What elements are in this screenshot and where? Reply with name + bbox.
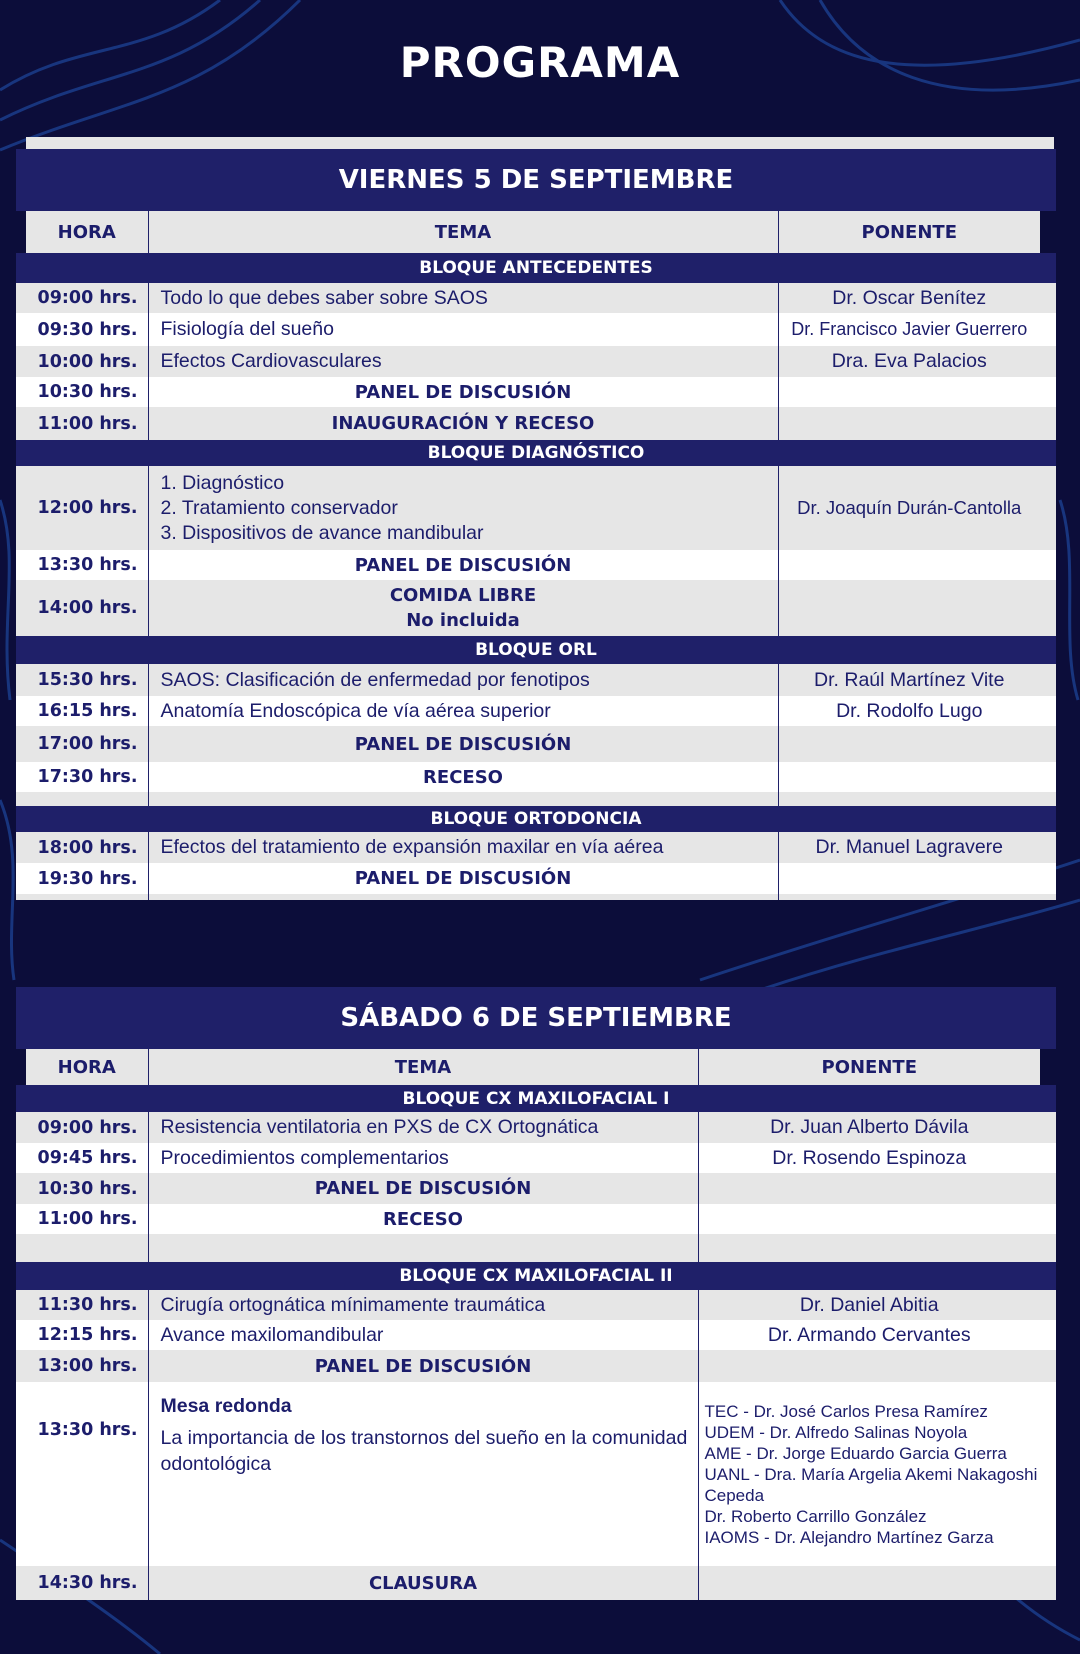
table-row: 09:00 hrs. Todo lo que debes saber sobre SAOS Dr. Oscar Benítez	[16, 283, 1056, 313]
table-row: 11:00 hrs. INAUGURACIÓN Y RECESO	[16, 407, 1056, 440]
block-heading: BLOQUE ORTODONCIA	[16, 806, 1056, 832]
divider-bar	[26, 137, 1054, 149]
day2-heading: SÁBADO 6 DE SEPTIEMBRE	[16, 987, 1056, 1049]
table-row: 12:00 hrs. 1. Diagnóstico 2. Tratamiento conservador 3. Dispositivos de avance mandibular Dr. Joaquín Durán-Cantolla	[16, 466, 1056, 550]
table-row: 13:30 hrs. Mesa redonda La importancia de los transtornos del sueño en la comunidad odontológica TEC - Dr. José Carlos Presa Ramírez UDEM - Dr. Alfredo Salinas Noyola AME - Dr. Jorge Eduardo Garcia Guerra UANL - Dra. María Argelia Akemi Nakagoshi Cepeda Dr. Roberto Carrillo González IAOMS - Dr. Alejandro Martínez Garza	[16, 1382, 1056, 1566]
day1-heading: VIERNES 5 DE SEPTIEMBRE	[16, 149, 1056, 211]
table-row: 13:00 hrs. PANEL DE DISCUSIÓN	[16, 1350, 1056, 1382]
col-ponente: PONENTE	[698, 1049, 1040, 1085]
table-row: 19:30 hrs. PANEL DE DISCUSIÓN	[16, 863, 1056, 894]
page-title: PROGRAMA	[399, 38, 681, 87]
day1-table	[16, 211, 1056, 900]
schedule-day1	[16, 149, 1056, 900]
table-row: 16:15 hrs. Anatomía Endoscópica de vía aérea superior Dr. Rodolfo Lugo	[16, 696, 1056, 726]
table-row: 09:30 hrs. Fisiología del sueño Dr. Francisco Javier Guerrero	[16, 313, 1056, 346]
table-row-empty	[16, 1234, 1056, 1262]
table-row: 09:00 hrs. Resistencia ventilatoria en PXS de CX Ortognática Dr. Juan Alberto Dávila	[16, 1112, 1056, 1143]
table-row: 09:45 hrs. Procedimientos complementarios Dr. Rosendo Espinoza	[16, 1143, 1056, 1173]
table-header	[16, 1049, 1056, 1085]
table-row: 17:00 hrs. PANEL DE DISCUSIÓN	[16, 726, 1056, 762]
table-row-empty	[16, 792, 1056, 806]
col-hora: HORA	[26, 1049, 148, 1085]
block-heading: BLOQUE ORL	[16, 636, 1056, 664]
table-header	[16, 211, 1056, 253]
mesa-redonda-title: Mesa redonda	[160, 1395, 292, 1417]
block-heading: BLOQUE CX MAXILOFACIAL I	[16, 1085, 1056, 1112]
col-hora: HORA	[26, 211, 148, 253]
col-tema: TEMA	[148, 1049, 698, 1085]
table-row: 17:30 hrs. RECESO	[16, 762, 1056, 792]
table-row-empty	[16, 894, 1056, 900]
col-tema: TEMA	[148, 211, 778, 253]
block-heading: BLOQUE ANTECEDENTES	[16, 253, 1056, 283]
table-row: 10:30 hrs. PANEL DE DISCUSIÓN	[16, 1173, 1056, 1204]
table-row: 11:00 hrs. RECESO	[16, 1204, 1056, 1234]
block-heading: BLOQUE DIAGNÓSTICO	[16, 440, 1056, 466]
table-row: 14:00 hrs. COMIDA LIBRE No incluida	[16, 580, 1056, 636]
table-row: 11:30 hrs. Cirugía ortognática mínimamente traumática Dr. Daniel Abitia	[16, 1290, 1056, 1320]
table-row: 15:30 hrs. SAOS: Clasificación de enfermedad por fenotipos Dr. Raúl Martínez Vite	[16, 664, 1056, 696]
col-ponente: PONENTE	[778, 211, 1040, 253]
table-row: 10:00 hrs. Efectos Cardiovasculares Dra. Eva Palacios	[16, 346, 1056, 377]
table-row: 12:15 hrs. Avance maxilomandibular Dr. Armando Cervantes	[16, 1320, 1056, 1350]
table-row: 10:30 hrs. PANEL DE DISCUSIÓN	[16, 377, 1056, 407]
schedule-day2	[16, 987, 1056, 1600]
table-row: 13:30 hrs. PANEL DE DISCUSIÓN	[16, 550, 1056, 580]
table-row: 14:30 hrs. CLAUSURA	[16, 1566, 1056, 1600]
table-row: 18:00 hrs. Efectos del tratamiento de expansión maxilar en vía aérea Dr. Manuel Lagravere	[16, 832, 1056, 863]
block-heading: BLOQUE CX MAXILOFACIAL II	[16, 1262, 1056, 1290]
day2-table	[16, 1049, 1056, 1600]
ponentes-list: TEC - Dr. José Carlos Presa Ramírez UDEM - Dr. Alfredo Salinas Noyola AME - Dr. Jorge Eduardo Garcia Guerra UANL - Dra. María Argelia Akemi Nakagoshi Cepeda Dr. Roberto Carrillo González IAOMS - Dr. Alejandro Martínez Garza	[698, 1382, 1040, 1566]
